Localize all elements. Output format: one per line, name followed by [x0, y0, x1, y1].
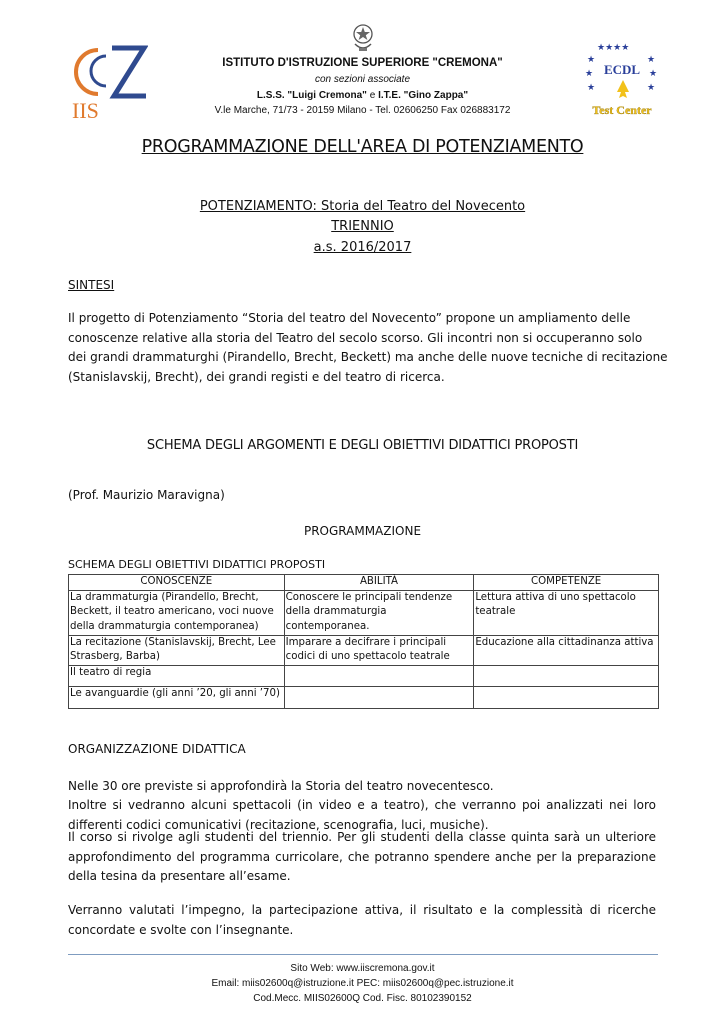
- table-cell: La recitazione (Stanislavskij, Brecht, Lee Strasberg, Barba): [69, 635, 285, 665]
- svg-text:★: ★: [587, 83, 596, 93]
- svg-text:ECDL: ECDL: [603, 62, 641, 77]
- sintesi-line: Il progetto di Potenziamento “Storia del teatro del Novecento” propone un ampliamento delle: [68, 311, 631, 325]
- table-cell: Conoscere le principali tendenze della drammaturgia contemporanea.: [284, 590, 474, 635]
- table-cell: [284, 686, 474, 708]
- footer-codes: Cod.Mecc. MIIS02600Q Cod. Fisc. 80102390152: [253, 993, 472, 1004]
- table-row: [69, 686, 659, 708]
- table-row: [69, 665, 659, 686]
- table-cell: [474, 665, 659, 686]
- table-cell: La drammaturgia (Pirandello, Brecht, Beckett, il teatro americano, voci nuove della drammaturgia contemporanea): [69, 590, 285, 635]
- table-cell: Lettura attiva di uno spettacolo teatrale: [474, 590, 659, 635]
- table-cell: [284, 665, 474, 686]
- svg-text:★: ★: [585, 69, 594, 79]
- institute-name: ISTITUTO D'ISTRUZIONE SUPERIORE "CREMONA": [222, 57, 503, 69]
- organizzazione-heading: ORGANIZZAZIONE DIDATTICA: [68, 742, 246, 756]
- column-header: CONOSCENZE: [69, 575, 285, 591]
- svg-text:★: ★: [647, 83, 656, 93]
- table-row: [69, 635, 659, 665]
- professor-name: (Prof. Maurizio Maravigna): [68, 488, 225, 502]
- school-1: L.S.S. "Luigi Cremona": [256, 90, 367, 101]
- table-cell: [474, 686, 659, 708]
- table-row: [69, 590, 659, 635]
- sintesi-line: (Stanislavskij, Brecht), dei grandi registi e del teatro di ricerca.: [68, 369, 445, 384]
- sintesi-line: dei grandi drammaturghi (Pirandello, Brecht, Beckett) ma anche delle nuove tecniche di recitazione: [68, 350, 668, 364]
- svg-text:★: ★: [649, 69, 658, 79]
- svg-text:★: ★: [647, 55, 656, 65]
- organizzazione-p4: Verranno valutati l’impegno, la partecipazione attiva, il risultato e la complessità di ricerche concordate e svolte con l’insegnante.: [68, 903, 656, 937]
- school-connector: e: [366, 90, 379, 101]
- table-caption: SCHEMA DEGLI OBIETTIVI DIDATTICI PROPOSTI: [68, 558, 326, 571]
- sintesi-heading: SINTESI: [68, 278, 115, 292]
- page-title: PROGRAMMAZIONE DELL'AREA DI POTENZIAMENTO: [141, 137, 584, 157]
- schema-heading: SCHEMA DEGLI ARGOMENTI E DEGLI OBIETTIVI DIDATTICI PROPOSTI: [146, 438, 579, 453]
- organizzazione-p2: Inoltre si vedranno alcuni spettacoli (in video e a teatro), che verranno poi analizzati nei loro differenti codici comunicativi (recitazione, scenografia, luci, musiche).: [68, 798, 656, 832]
- course-level: TRIENNIO: [331, 219, 394, 234]
- institute-subtitle: con sezioni associate: [314, 74, 411, 85]
- footer-email: Email: miis02600q@istruzione.it PEC: miis02600q@pec.istruzione.it: [211, 978, 514, 989]
- course-title: POTENZIAMENTO: Storia del Teatro del Novecento: [199, 199, 526, 214]
- republic-emblem-icon: [352, 20, 374, 54]
- svg-text:IIS: IIS: [72, 98, 99, 120]
- table-header-row: [69, 575, 659, 591]
- column-header: COMPETENZE: [474, 575, 659, 591]
- programmazione-heading: PROGRAMMAZIONE: [303, 524, 422, 538]
- objectives-table: [68, 574, 659, 709]
- column-header: ABILITÀ: [284, 575, 474, 591]
- table-cell: Imparare a decifrare i principali codici di uno spettacolo teatrale: [284, 635, 474, 665]
- svg-text:★★★★: ★★★★: [597, 43, 630, 53]
- school-2: I.T.E. "Gino Zappa": [378, 90, 469, 101]
- institute-address: V.le Marche, 71/73 - 20159 Milano - Tel. 02606250 Fax 026883172: [214, 105, 511, 116]
- footer-website: Sito Web: www.iiscremona.gov.it: [290, 963, 435, 974]
- svg-text:Test Center: Test Center: [592, 103, 652, 117]
- table-cell: Il teatro di regia: [69, 665, 285, 686]
- svg-text:★: ★: [587, 55, 596, 65]
- associated-schools: [0, 90, 725, 101]
- sintesi-paragraph: [68, 309, 668, 387]
- organizzazione-p3: Il corso si rivolge agli studenti del triennio. Per gli studenti della classe quinta sarà un ulteriore approfondimento del programma curricolare, che potranno spendere anche per la preparazione della tesina da presentare all’esame.: [68, 830, 656, 883]
- sintesi-line: conoscenze relative alla storia del Teatro del secolo scorso. Gli incontri non si occuperanno solo: [68, 330, 643, 345]
- organizzazione-p1: Nelle 30 ore previste si approfondirà la Storia del teatro novecentesco.: [68, 779, 494, 793]
- table-cell: Le avanguardie (gli anni ’20, gli anni ’70): [69, 686, 285, 708]
- footer-divider: [68, 954, 658, 955]
- table-cell: Educazione alla cittadinanza attiva: [474, 635, 659, 665]
- school-year: a.s. 2016/2017: [313, 240, 412, 255]
